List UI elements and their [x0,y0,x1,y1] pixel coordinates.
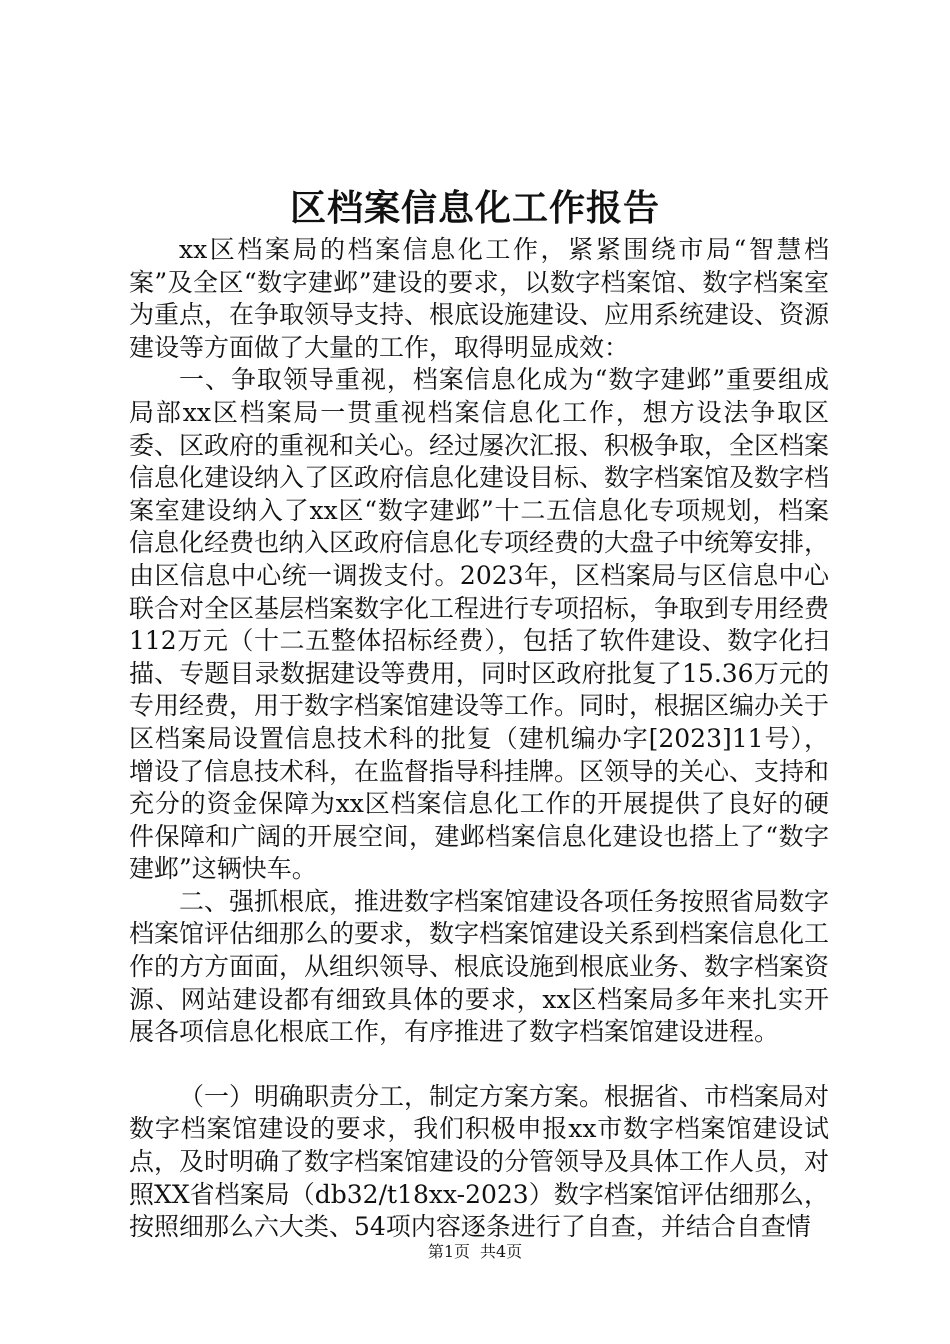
page-footer [0,1242,950,1262]
paragraph-section-2: 二、强抓根底，推进数字档案馆建设各项任务按照省局数字档案馆评估细那么的要求，数字档案馆建设关系到档案信息化工作的方方面面，从组织领导、根底设施到根底业务、数字档案资源、网站建设都有细致具体的要求，xx区档案局多年来扎实开展各项信息化根底工作，有序推进了数字档案馆建设进程。 [129,886,830,1047]
document-body [129,234,829,1244]
page-number: 第1页 [427,1242,470,1261]
document-title: 区档案信息化工作报告 [289,187,660,229]
paragraph-section-1: 一、争取领导重视，档案信息化成为“数字建邺”重要组成局部xx区档案局一贯重视档案信息化工作，想方设法争取区委、区政府的重视和关心。经过屡次汇报、积极争取，全区档案信息化建设纳入了区政府信息化建设目标、数字档案馆及数字档案室建设纳入了xx区“数字建邺”十二五信息化专项规划，档案信息化经费也纳入区政府信息化专项经费的大盘子中统筹安排，由区信息中心统一调拨支付。2023年，区档案局与区信息中心联合对全区基层档案数字化工程进行专项招标，争取到专用经费112万元（十二五整体招标经费），包括了软件建设、数字化扫描、专题目录数据建设等费用，同时区政府批复了15.36万元的专用经费，用于数字档案馆建设等工作。同时，根据区编办关于区档案局设置信息技术科的批复（建机编办字[2023]11号），增设了信息技术科，在监督指导科挂牌。区领导的关心、支持和充分的资金保障为xx区档案信息化工作的开展提供了良好的硬件保障和广阔的开展空间，建邺档案信息化建设也搭上了“数字建邺”这辆快车。 [129,365,830,884]
paragraph-intro: xx区档案局的档案信息化工作，紧紧围绕市局“智慧档案”及全区“数字建邺”建设的要求，以数字档案馆、数字档案室为重点，在争取领导支持、根底设施建设、应用系统建设、资源建设等方面做了大量的工作，取得明显成效： [129,235,830,362]
page-total: 共4页 [480,1242,523,1261]
paragraph-subsection-1: （一）明确职责分工，制定方案方案。根据省、市档案局对数字档案馆建设的要求，我们积极申报xx市数字档案馆建设试点，及时明确了数字档案馆建设的分管领导及具体工作人员，对照XX省档案局（db32/t18xx-2023）数字档案馆评估细那么，按照细那么六大类、54项内容逐条进行了自查，并结合自查情 [129,1081,830,1242]
